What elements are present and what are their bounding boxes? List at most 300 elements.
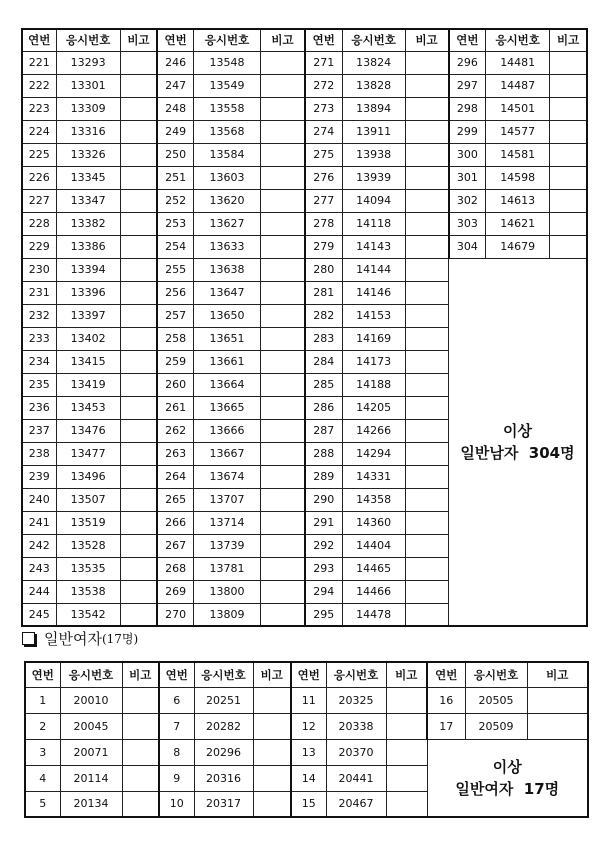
note-cell — [261, 327, 305, 350]
serial-number-cell: 290 — [305, 488, 342, 511]
serial-number-cell: 13 — [291, 739, 326, 765]
exam-number-cell: 14143 — [342, 235, 405, 258]
exam-number-cell: 13938 — [342, 143, 405, 166]
serial-number-cell: 251 — [157, 166, 193, 189]
note-cell — [261, 212, 305, 235]
exam-number-cell: 13665 — [193, 396, 260, 419]
exam-number-cell: 20114 — [60, 765, 122, 791]
serial-number-cell: 7 — [159, 713, 194, 739]
serial-number-cell: 254 — [157, 235, 193, 258]
note-cell — [550, 74, 587, 97]
serial-number-cell: 228 — [22, 212, 56, 235]
table-row — [22, 258, 587, 281]
table-row — [22, 97, 587, 120]
serial-number-cell: 277 — [305, 189, 342, 212]
note-cell — [120, 396, 157, 419]
serial-number-cell: 236 — [22, 396, 56, 419]
column-header-note: 비고 — [253, 662, 291, 687]
serial-number-cell: 303 — [449, 212, 486, 235]
serial-number-cell: 4 — [25, 765, 60, 791]
serial-number-cell: 279 — [305, 235, 342, 258]
column-header-note: 비고 — [261, 29, 305, 51]
exam-number-cell: 13824 — [342, 51, 405, 74]
exam-number-cell: 13667 — [193, 442, 260, 465]
exam-number-cell: 14360 — [342, 511, 405, 534]
checkbox-icon — [22, 632, 35, 645]
exam-number-cell: 14153 — [342, 304, 405, 327]
exam-number-cell: 14294 — [342, 442, 405, 465]
exam-number-cell: 13714 — [193, 511, 260, 534]
exam-number-cell: 14118 — [342, 212, 405, 235]
serial-number-cell: 11 — [291, 687, 326, 713]
serial-number-cell: 233 — [22, 327, 56, 350]
note-cell — [386, 739, 427, 765]
table-row — [22, 51, 587, 74]
note-cell — [550, 212, 587, 235]
note-cell — [405, 120, 448, 143]
serial-number-cell: 267 — [157, 534, 193, 557]
serial-number-cell: 269 — [157, 580, 193, 603]
exam-number-cell: 14404 — [342, 534, 405, 557]
exam-number-cell: 14331 — [342, 465, 405, 488]
serial-number-cell: 225 — [22, 143, 56, 166]
serial-number-cell: 9 — [159, 765, 194, 791]
exam-number-cell: 20251 — [194, 687, 253, 713]
note-cell — [527, 687, 588, 713]
column-header-num: 연번 — [157, 29, 193, 51]
note-cell — [120, 442, 157, 465]
serial-number-cell: 291 — [305, 511, 342, 534]
note-cell — [405, 166, 448, 189]
exam-number-cell: 13828 — [342, 74, 405, 97]
exam-number-cell: 13707 — [193, 488, 260, 511]
note-cell — [261, 534, 305, 557]
exam-number-cell: 14205 — [342, 396, 405, 419]
serial-number-cell: 249 — [157, 120, 193, 143]
exam-number-cell: 13603 — [193, 166, 260, 189]
note-cell — [120, 511, 157, 534]
note-cell — [120, 212, 157, 235]
exam-number-cell: 13528 — [56, 534, 120, 557]
serial-number-cell: 248 — [157, 97, 193, 120]
serial-number-cell: 285 — [305, 373, 342, 396]
female-section-count: (17명) — [101, 632, 139, 646]
note-cell — [120, 51, 157, 74]
exam-number-cell: 13419 — [56, 373, 120, 396]
exam-number-cell: 14173 — [342, 350, 405, 373]
note-cell — [405, 488, 448, 511]
note-cell — [405, 281, 448, 304]
exam-number-cell: 13309 — [56, 97, 120, 120]
column-header-num: 연번 — [449, 29, 486, 51]
exam-number-cell: 13394 — [56, 258, 120, 281]
column-header-num: 연번 — [427, 662, 465, 687]
note-cell — [405, 534, 448, 557]
note-cell — [405, 74, 448, 97]
serial-number-cell: 10 — [159, 791, 194, 817]
note-cell — [120, 281, 157, 304]
note-cell — [122, 765, 159, 791]
serial-number-cell: 298 — [449, 97, 486, 120]
female-applicants-table — [24, 661, 589, 818]
column-header-num: 연번 — [305, 29, 342, 51]
note-cell — [405, 258, 448, 281]
exam-number-cell: 13496 — [56, 465, 120, 488]
note-cell — [405, 189, 448, 212]
exam-number-cell: 14487 — [486, 74, 550, 97]
exam-number-cell: 13894 — [342, 97, 405, 120]
exam-number-cell: 14266 — [342, 419, 405, 442]
note-cell — [261, 281, 305, 304]
serial-number-cell: 229 — [22, 235, 56, 258]
exam-number-cell: 14621 — [486, 212, 550, 235]
exam-number-cell: 14679 — [486, 235, 550, 258]
note-cell — [120, 603, 157, 626]
serial-number-cell: 302 — [449, 189, 486, 212]
note-cell — [550, 189, 587, 212]
exam-number-cell: 13568 — [193, 120, 260, 143]
column-header-note: 비고 — [386, 662, 427, 687]
serial-number-cell: 257 — [157, 304, 193, 327]
note-cell — [122, 739, 159, 765]
column-header-num: 연번 — [159, 662, 194, 687]
serial-number-cell: 278 — [305, 212, 342, 235]
note-cell — [253, 713, 291, 739]
table-row — [25, 739, 588, 765]
note-cell — [120, 143, 157, 166]
serial-number-cell: 294 — [305, 580, 342, 603]
exam-number-cell: 13535 — [56, 557, 120, 580]
note-cell — [405, 212, 448, 235]
exam-number-cell: 14481 — [486, 51, 550, 74]
note-cell — [405, 603, 448, 626]
exam-number-cell: 13939 — [342, 166, 405, 189]
exam-number-cell: 13638 — [193, 258, 260, 281]
table-row — [22, 212, 587, 235]
exam-number-cell: 20505 — [465, 687, 527, 713]
summary-line-2: 일반남자 304명 — [460, 443, 575, 462]
note-cell — [120, 534, 157, 557]
note-cell — [120, 327, 157, 350]
note-cell — [386, 791, 427, 817]
serial-number-cell: 1 — [25, 687, 60, 713]
serial-number-cell: 250 — [157, 143, 193, 166]
exam-number-cell: 14478 — [342, 603, 405, 626]
exam-number-cell: 20370 — [326, 739, 386, 765]
serial-number-cell: 221 — [22, 51, 56, 74]
serial-number-cell: 256 — [157, 281, 193, 304]
exam-number-cell: 13347 — [56, 189, 120, 212]
note-cell — [120, 97, 157, 120]
serial-number-cell: 259 — [157, 350, 193, 373]
note-cell — [261, 120, 305, 143]
serial-number-cell: 288 — [305, 442, 342, 465]
serial-number-cell: 253 — [157, 212, 193, 235]
note-cell — [405, 580, 448, 603]
serial-number-cell: 3 — [25, 739, 60, 765]
note-cell — [405, 350, 448, 373]
table-row — [25, 713, 588, 739]
note-cell — [405, 304, 448, 327]
exam-number-cell: 20282 — [194, 713, 253, 739]
serial-number-cell: 5 — [25, 791, 60, 817]
note-cell — [261, 396, 305, 419]
note-cell — [253, 791, 291, 817]
serial-number-cell: 244 — [22, 580, 56, 603]
exam-number-cell: 13519 — [56, 511, 120, 534]
serial-number-cell: 281 — [305, 281, 342, 304]
note-cell — [120, 580, 157, 603]
serial-number-cell: 252 — [157, 189, 193, 212]
exam-number-cell: 13293 — [56, 51, 120, 74]
serial-number-cell: 282 — [305, 304, 342, 327]
serial-number-cell: 6 — [159, 687, 194, 713]
note-cell — [261, 442, 305, 465]
note-cell — [405, 143, 448, 166]
note-cell — [261, 465, 305, 488]
serial-number-cell: 296 — [449, 51, 486, 74]
column-header-exam-no: 응시번호 — [60, 662, 122, 687]
exam-number-cell: 14144 — [342, 258, 405, 281]
exam-number-cell: 13666 — [193, 419, 260, 442]
note-cell — [261, 557, 305, 580]
exam-number-cell: 14577 — [486, 120, 550, 143]
exam-number-cell: 13549 — [193, 74, 260, 97]
exam-number-cell: 14465 — [342, 557, 405, 580]
note-cell — [550, 51, 587, 74]
note-cell — [120, 488, 157, 511]
exam-number-cell: 13584 — [193, 143, 260, 166]
exam-number-cell: 20296 — [194, 739, 253, 765]
note-cell — [253, 687, 291, 713]
exam-number-cell: 13396 — [56, 281, 120, 304]
note-cell — [550, 235, 587, 258]
column-header-note: 비고 — [122, 662, 159, 687]
column-header-note: 비고 — [550, 29, 587, 51]
male-applicants-table — [21, 28, 588, 627]
note-cell — [261, 603, 305, 626]
note-cell — [550, 143, 587, 166]
serial-number-cell: 268 — [157, 557, 193, 580]
serial-number-cell: 240 — [22, 488, 56, 511]
exam-number-cell: 14501 — [486, 97, 550, 120]
serial-number-cell: 238 — [22, 442, 56, 465]
note-cell — [261, 143, 305, 166]
note-cell — [253, 765, 291, 791]
exam-number-cell: 14598 — [486, 166, 550, 189]
serial-number-cell: 227 — [22, 189, 56, 212]
serial-number-cell: 266 — [157, 511, 193, 534]
exam-number-cell: 14188 — [342, 373, 405, 396]
serial-number-cell: 14 — [291, 765, 326, 791]
exam-number-cell: 13301 — [56, 74, 120, 97]
serial-number-cell: 237 — [22, 419, 56, 442]
serial-number-cell: 258 — [157, 327, 193, 350]
exam-number-cell: 13809 — [193, 603, 260, 626]
exam-number-cell: 13651 — [193, 327, 260, 350]
serial-number-cell: 280 — [305, 258, 342, 281]
serial-number-cell: 243 — [22, 557, 56, 580]
note-cell — [527, 713, 588, 739]
note-cell — [120, 166, 157, 189]
note-cell — [405, 235, 448, 258]
table-row — [22, 74, 587, 97]
serial-number-cell: 247 — [157, 74, 193, 97]
note-cell — [550, 166, 587, 189]
serial-number-cell: 239 — [22, 465, 56, 488]
exam-number-cell: 14613 — [486, 189, 550, 212]
serial-number-cell: 270 — [157, 603, 193, 626]
exam-number-cell: 13633 — [193, 235, 260, 258]
note-cell — [405, 511, 448, 534]
exam-number-cell: 20441 — [326, 765, 386, 791]
serial-number-cell: 223 — [22, 97, 56, 120]
exam-number-cell: 13538 — [56, 580, 120, 603]
note-cell — [120, 258, 157, 281]
exam-number-cell: 13781 — [193, 557, 260, 580]
column-header-note: 비고 — [527, 662, 588, 687]
serial-number-cell: 286 — [305, 396, 342, 419]
table-row — [25, 687, 588, 713]
serial-number-cell: 299 — [449, 120, 486, 143]
serial-number-cell: 295 — [305, 603, 342, 626]
exam-number-cell: 14169 — [342, 327, 405, 350]
serial-number-cell: 301 — [449, 166, 486, 189]
note-cell — [405, 373, 448, 396]
exam-number-cell: 13316 — [56, 120, 120, 143]
serial-number-cell: 264 — [157, 465, 193, 488]
note-cell — [120, 120, 157, 143]
exam-number-cell: 13345 — [56, 166, 120, 189]
exam-number-cell: 14358 — [342, 488, 405, 511]
note-cell — [261, 74, 305, 97]
note-cell — [120, 350, 157, 373]
summary-line-2: 일반여자 17명 — [455, 779, 560, 798]
column-header-exam-no: 응시번호 — [326, 662, 386, 687]
exam-number-cell: 20338 — [326, 713, 386, 739]
summary-line-1: 이상 — [492, 757, 522, 776]
note-cell — [253, 739, 291, 765]
column-header-num: 연번 — [291, 662, 326, 687]
column-header-exam-no: 응시번호 — [194, 662, 253, 687]
exam-number-cell: 20010 — [60, 687, 122, 713]
column-header-exam-no: 응시번호 — [193, 29, 260, 51]
serial-number-cell: 304 — [449, 235, 486, 258]
female-section-label: 일반여자 — [44, 630, 102, 648]
column-header-exam-no: 응시번호 — [486, 29, 550, 51]
serial-number-cell: 262 — [157, 419, 193, 442]
serial-number-cell: 8 — [159, 739, 194, 765]
exam-number-cell: 13650 — [193, 304, 260, 327]
serial-number-cell: 273 — [305, 97, 342, 120]
note-cell — [120, 74, 157, 97]
note-cell — [405, 97, 448, 120]
note-cell — [261, 350, 305, 373]
serial-number-cell: 272 — [305, 74, 342, 97]
note-cell — [550, 120, 587, 143]
exam-number-cell: 13647 — [193, 281, 260, 304]
note-cell — [120, 557, 157, 580]
column-header-exam-no: 응시번호 — [465, 662, 527, 687]
serial-number-cell: 246 — [157, 51, 193, 74]
exam-number-cell: 14094 — [342, 189, 405, 212]
serial-number-cell: 231 — [22, 281, 56, 304]
serial-number-cell: 276 — [305, 166, 342, 189]
note-cell — [405, 557, 448, 580]
exam-number-cell: 13326 — [56, 143, 120, 166]
serial-number-cell: 297 — [449, 74, 486, 97]
serial-number-cell: 16 — [427, 687, 465, 713]
note-cell — [122, 791, 159, 817]
exam-number-cell: 13453 — [56, 396, 120, 419]
table-row — [22, 189, 587, 212]
serial-number-cell: 292 — [305, 534, 342, 557]
exam-number-cell: 13627 — [193, 212, 260, 235]
note-cell — [261, 235, 305, 258]
serial-number-cell: 260 — [157, 373, 193, 396]
note-cell — [405, 442, 448, 465]
exam-number-cell: 13661 — [193, 350, 260, 373]
exam-number-cell: 13507 — [56, 488, 120, 511]
serial-number-cell: 289 — [305, 465, 342, 488]
exam-number-cell: 13620 — [193, 189, 260, 212]
serial-number-cell: 15 — [291, 791, 326, 817]
serial-number-cell: 17 — [427, 713, 465, 739]
note-cell — [405, 327, 448, 350]
serial-number-cell: 274 — [305, 120, 342, 143]
note-cell — [405, 419, 448, 442]
summary-cell — [449, 258, 588, 626]
serial-number-cell: 222 — [22, 74, 56, 97]
serial-number-cell: 224 — [22, 120, 56, 143]
note-cell — [120, 373, 157, 396]
serial-number-cell: 263 — [157, 442, 193, 465]
female-section-title — [22, 628, 138, 649]
exam-number-cell: 14146 — [342, 281, 405, 304]
note-cell — [405, 51, 448, 74]
note-cell — [261, 51, 305, 74]
serial-number-cell: 241 — [22, 511, 56, 534]
note-cell — [386, 713, 427, 739]
serial-number-cell: 230 — [22, 258, 56, 281]
exam-number-cell: 20045 — [60, 713, 122, 739]
exam-number-cell: 13542 — [56, 603, 120, 626]
exam-number-cell: 13739 — [193, 534, 260, 557]
exam-number-cell: 13800 — [193, 580, 260, 603]
exam-number-cell: 13386 — [56, 235, 120, 258]
serial-number-cell: 265 — [157, 488, 193, 511]
exam-number-cell: 20325 — [326, 687, 386, 713]
serial-number-cell: 261 — [157, 396, 193, 419]
summary-cell — [427, 739, 588, 817]
serial-number-cell: 242 — [22, 534, 56, 557]
table-row — [22, 143, 587, 166]
note-cell — [386, 765, 427, 791]
exam-number-cell: 20467 — [326, 791, 386, 817]
table-row — [22, 166, 587, 189]
exam-number-cell: 13476 — [56, 419, 120, 442]
exam-number-cell: 20071 — [60, 739, 122, 765]
note-cell — [261, 419, 305, 442]
exam-number-cell: 13664 — [193, 373, 260, 396]
exam-number-cell: 20316 — [194, 765, 253, 791]
note-cell — [261, 304, 305, 327]
exam-number-cell: 13674 — [193, 465, 260, 488]
exam-number-cell: 13548 — [193, 51, 260, 74]
table-row — [22, 120, 587, 143]
note-cell — [122, 687, 159, 713]
exam-number-cell: 14581 — [486, 143, 550, 166]
